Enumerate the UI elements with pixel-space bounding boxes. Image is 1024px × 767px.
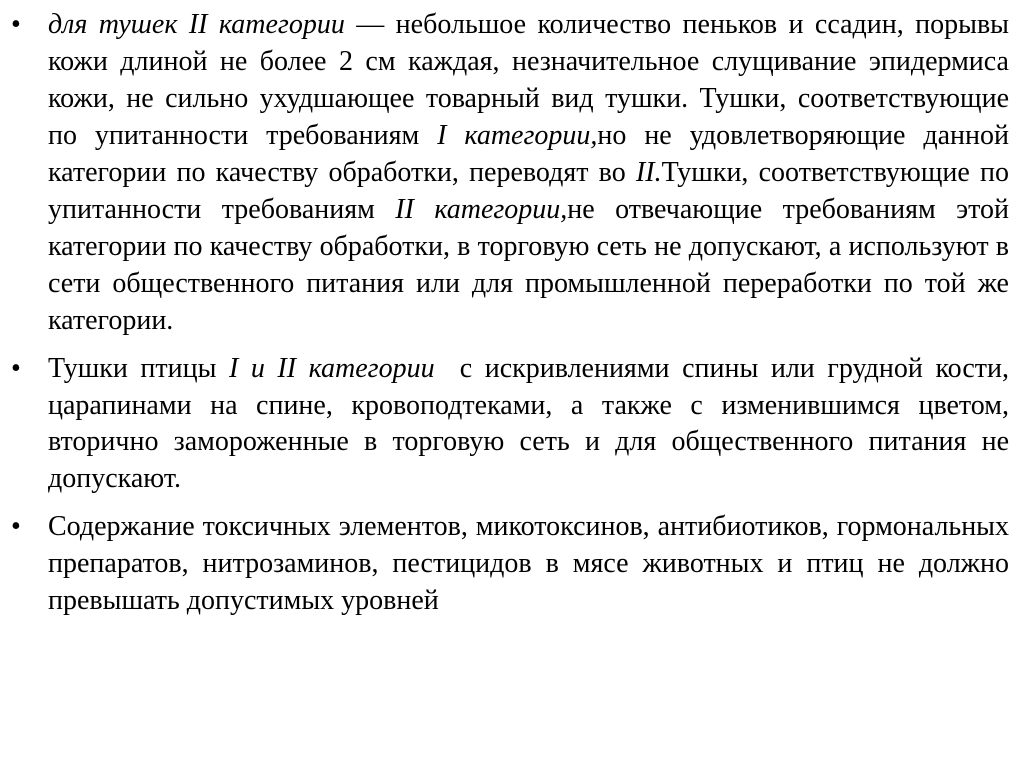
text-segment: Тушки птицы (48, 352, 229, 384)
bullet-text (48, 353, 1009, 495)
text-segment: I категории, (437, 119, 598, 151)
text-segment: II. (635, 156, 662, 188)
text-segment: Тушки, соответствующие по упитанности требованиям (48, 156, 1009, 225)
list-item (11, 509, 1009, 620)
bullet-list (11, 7, 1009, 620)
text-segment: — небольшое количество пеньков и ссадин, порывы кожи длиной не более 2 см каждая, незначительное слущивание эпидермиса кожи, не сильно ухудшающее товарный вид тушки. Тушки, соответствующие по упитанности требованиям (48, 9, 1009, 151)
bullet-text (48, 9, 1009, 336)
list-item (11, 7, 1009, 340)
text-segment: для тушек II категории (48, 9, 345, 40)
bullet-marker: • (11, 9, 21, 40)
text-segment: но не удовлетворяющие данной категории по качеству обработки, переводят во (48, 119, 1009, 188)
bullet-marker: • (11, 511, 21, 543)
text-segment: Содержание токсичных элементов, микотоксинов, антибиотиков, гормональных препаратов, нитрозаминов, пестицидов в мясе животных и птиц не должно превышать допустимых уровней (48, 511, 1009, 617)
text-segment: не отвечающие требованиям этой категории по качеству обработки, в торговую сеть не допускают, а используют в сети общественного питания или для промышленной переработки по той же категории. (48, 193, 1010, 336)
text-segment: I и II категории (228, 352, 435, 384)
bullet-text (48, 511, 1009, 616)
text-segment: II категории, (395, 193, 568, 225)
text-segment: с искривлениями спины или грудной кости, царапинами на спине, кровоподтеками, а также с изменившимся цветом, вторично замороженные в торговую сеть и для общественного питания не допускают. (48, 352, 1009, 495)
list-item (11, 351, 1009, 499)
bullet-marker: • (11, 352, 21, 384)
